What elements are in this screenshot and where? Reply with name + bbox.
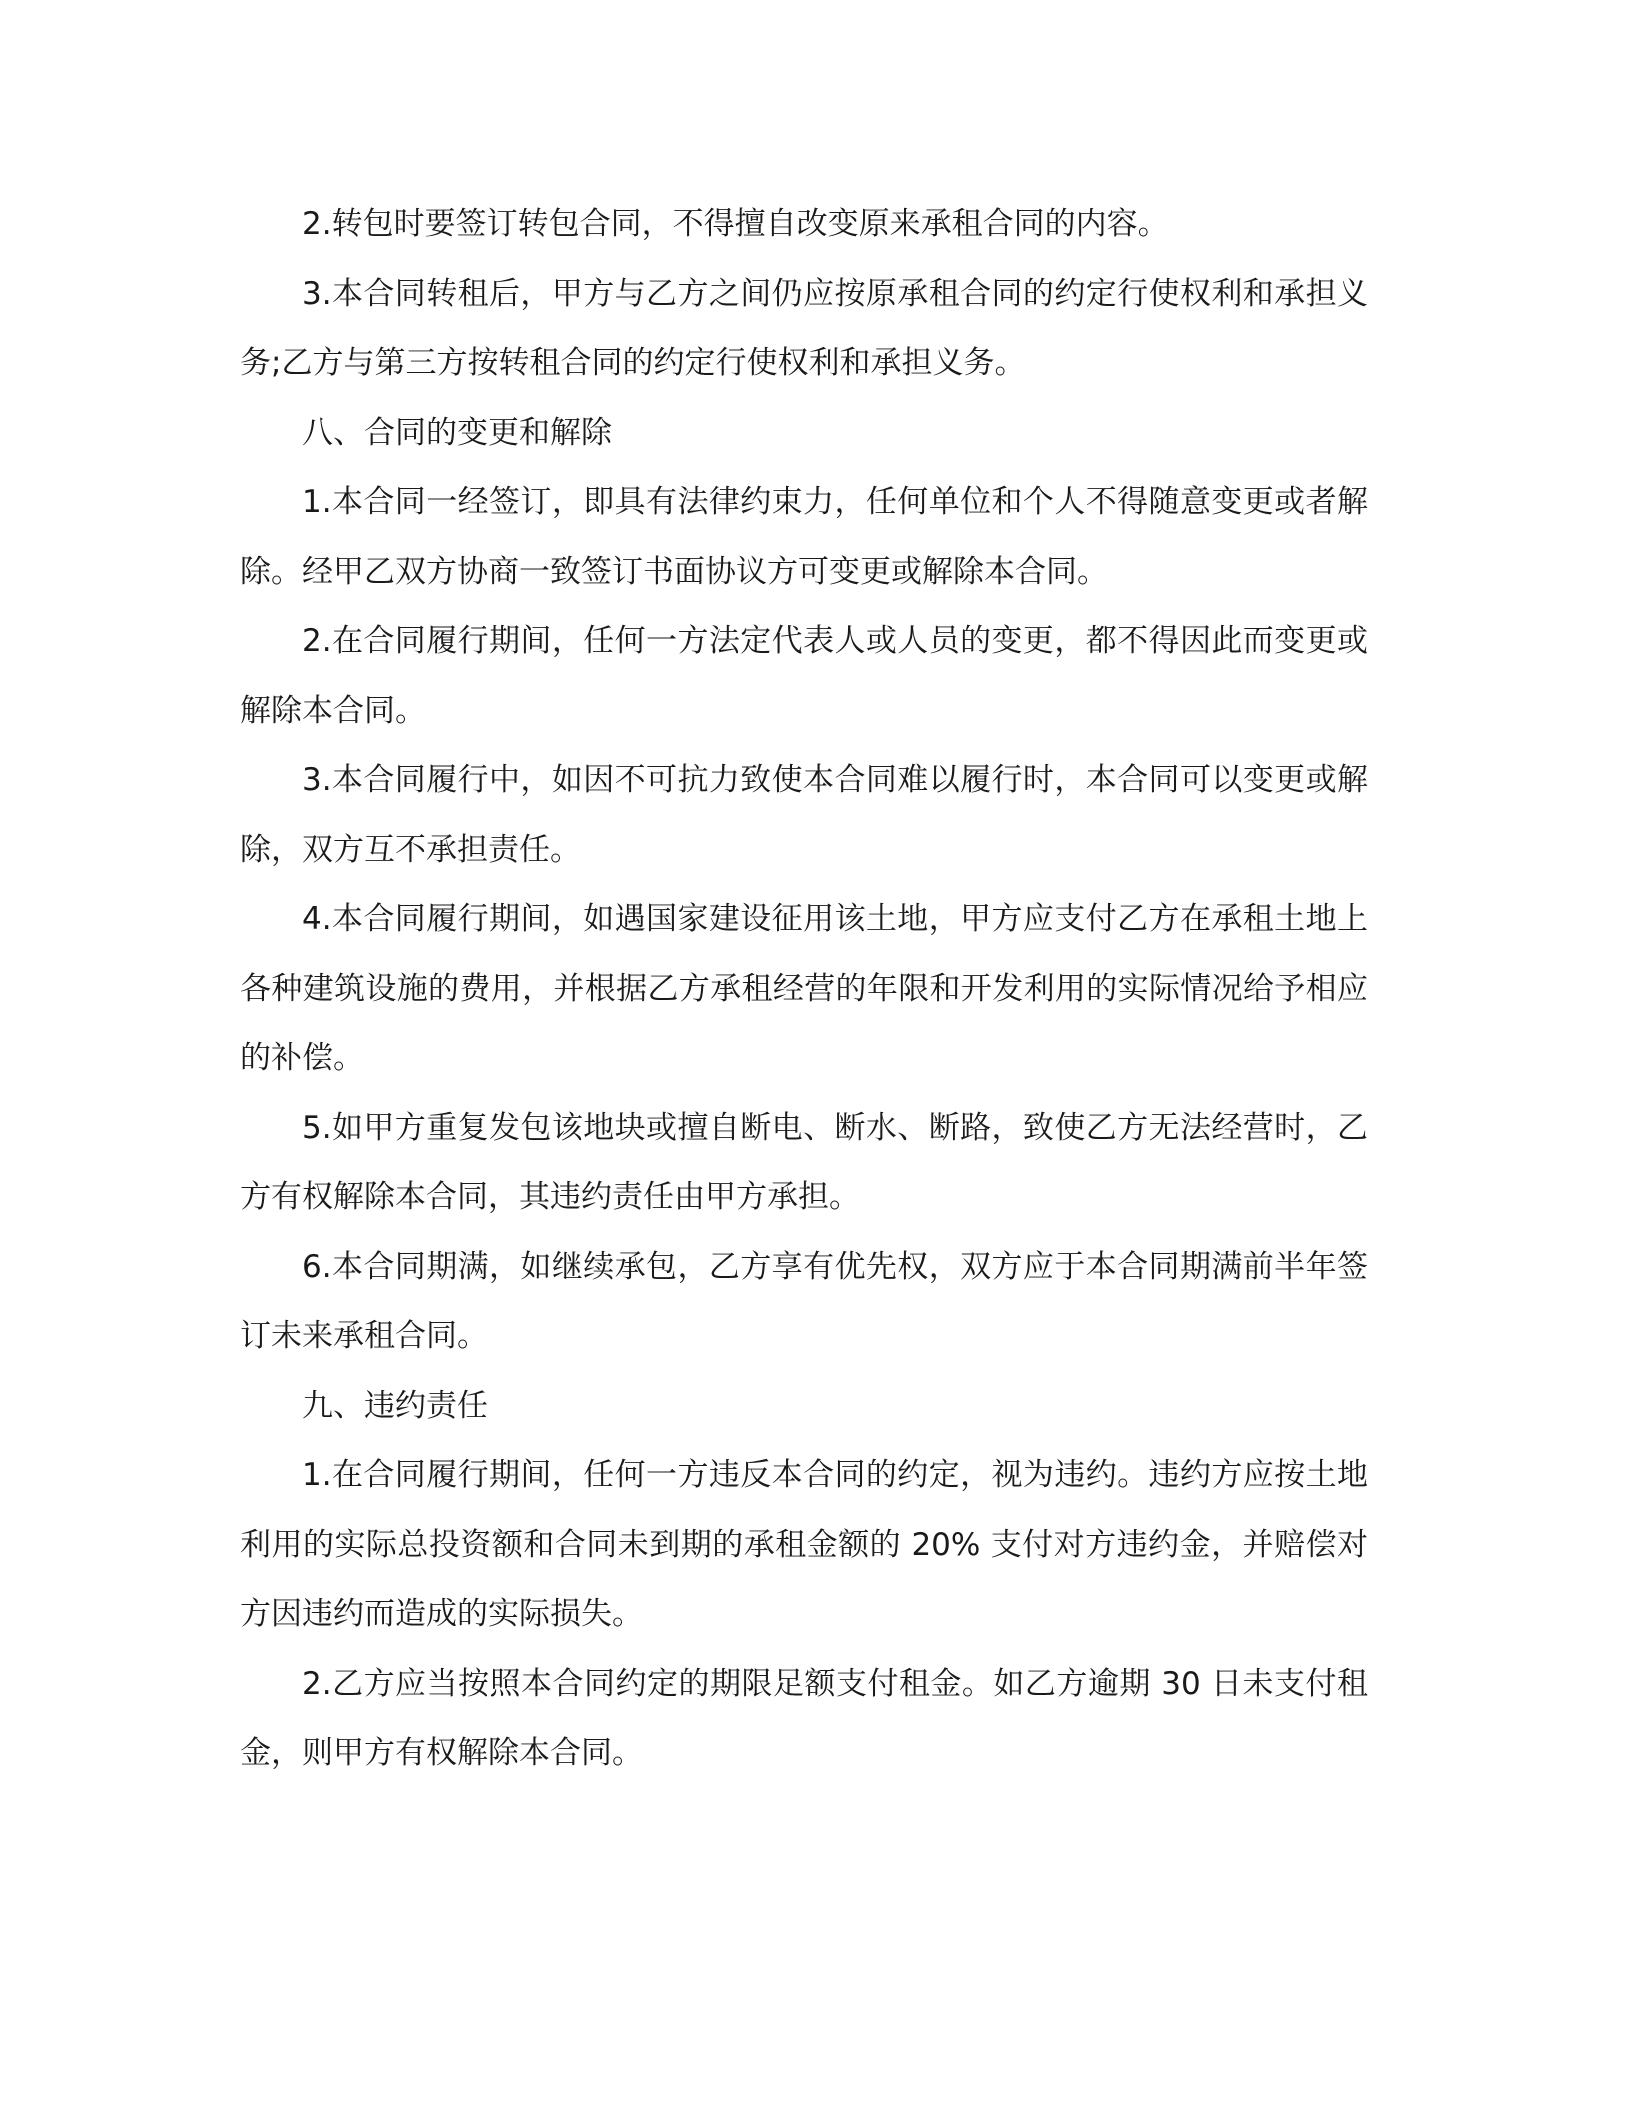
section-9-heading: 九、违约责任: [302, 1387, 488, 1424]
clause-7-2: 2.转包时要签订转包合同，不得擅自改变原来承租合同的内容。: [302, 206, 1169, 242]
clause-8-6: 6.本合同期满，如继续承包，乙方享有优先权，双方应于本合同期满前半年签订未来承租合同。: [240, 1248, 1368, 1354]
section-8-heading: 八、合同的变更和解除: [302, 414, 612, 451]
document-page: [240, 190, 1368, 1789]
clause-7-3: 3.本合同转租后，甲方与乙方之间仍应按原承租合同的约定行使权利和承担义务;乙方与第三方按转租合同的约定行使权利和承担义务。: [240, 275, 1368, 381]
clause-9-1: 1.在合同履行期间，任何一方违反本合同的约定，视为违约。违约方应按土地利用的实际总投资额和合同未到期的承租金额的 20% 支付对方违约金，并赔偿对方因违约而造成的实际损失。: [240, 1457, 1368, 1632]
clause-8-3: 3.本合同履行中，如因不可抗力致使本合同难以履行时，本合同可以变更或解除，双方互不承担责任。: [240, 762, 1368, 868]
clause-8-5: 5.如甲方重复发包该地块或擅自断电、断水、断路，致使乙方无法经营时，乙方有权解除本合同，其违约责任由甲方承担。: [240, 1109, 1368, 1215]
clause-8-1: 1.本合同一经签订，即具有法律约束力，任何单位和个人不得随意变更或者解除。经甲乙双方协商一致签订书面协议方可变更或解除本合同。: [240, 484, 1368, 590]
clause-9-2: 2.乙方应当按照本合同约定的期限足额支付租金。如乙方逾期 30 日未支付租金，则甲方有权解除本合同。: [240, 1665, 1368, 1771]
clause-8-4: 4.本合同履行期间，如遇国家建设征用该土地，甲方应支付乙方在承租土地上各种建筑设施的费用，并根据乙方承租经营的年限和开发利用的实际情况给予相应的补偿。: [240, 901, 1368, 1076]
clause-8-2: 2.在合同履行期间，任何一方法定代表人或人员的变更，都不得因此而变更或解除本合同。: [240, 623, 1368, 729]
